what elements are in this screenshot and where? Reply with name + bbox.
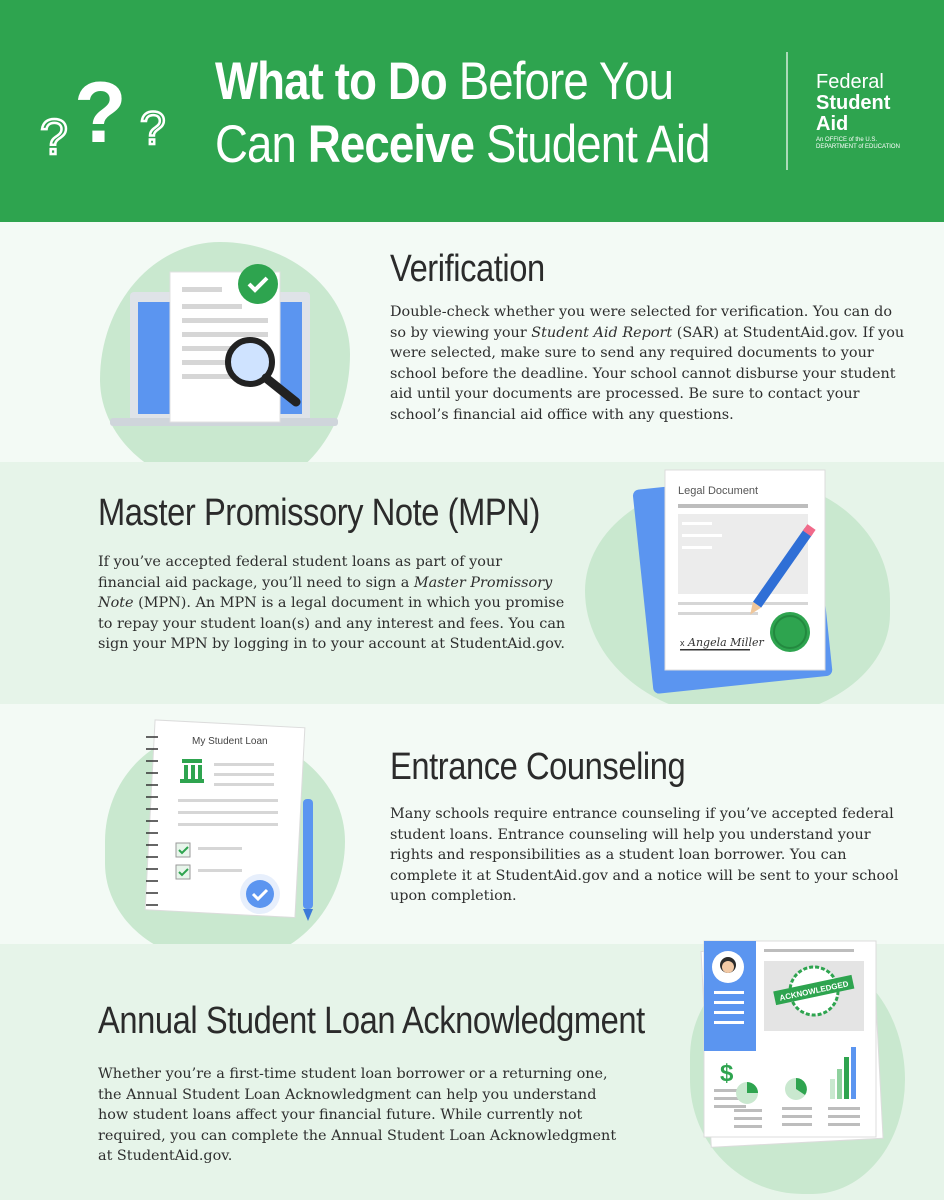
question-marks-icon [38, 62, 178, 165]
section-annual-acknowledgment [0, 944, 944, 1200]
section-verification [0, 222, 944, 462]
svg-text:?: ? [40, 109, 68, 165]
section-mpn [0, 462, 944, 704]
signature: Angela Miller [688, 636, 764, 649]
header-divider [786, 52, 788, 170]
page-title [215, 50, 710, 176]
logo-line2: Student [816, 92, 891, 114]
student-loan-title: My Student Loan [192, 736, 268, 747]
legal-document-illustration [630, 462, 840, 692]
acknowledged-stamp: ACKNOWLEDGED [778, 979, 850, 1003]
header-banner [0, 0, 944, 222]
title-line1-rest: Before You [446, 52, 674, 111]
title-line2-start: Can [215, 115, 308, 174]
logo-tagline: An OFFICE of the U.S. DEPARTMENT of EDUCATION [816, 137, 900, 150]
section-heading: Master Promissory Note (MPN) [98, 492, 540, 534]
section-body: Double-check whether you were selected for verification. You can do so by viewing your Student Aid Report (SAR) at StudentAid.gov. If you were selected, make sure to send any required documents to your school before the deadline. Your school cannot disburse your student aid until your documents are processed. Be sure to contact your school’s financial aid office with any questions. [390, 304, 905, 423]
svg-text:?: ? [140, 102, 166, 154]
section-heading: Verification [390, 248, 545, 290]
section-heading: Entrance Counseling [390, 746, 686, 788]
title-line2-rest: Student Aid [474, 115, 710, 174]
laptop-verification-illustration [100, 252, 350, 462]
section-body: If you’ve accepted federal student loans as part of your financial aid package, you’ll need to sign a Master Promissory Note (MPN). An MPN is a legal document in which you promise to repay your student loan(s) and any interest and fees. You can sign your MPN by logging in to your account at StudentAid.gov. [98, 554, 566, 652]
dollar-icon: $ [720, 1060, 734, 1087]
section-body: Many schools require entrance counseling if you’ve accepted federal student loans. Entrance counseling will help you understand your rights and responsibilities as a student loan borrower. You can complete it at StudentAid.gov and a notice will be sent to your school upon completion. [390, 806, 899, 904]
section-entrance-counseling [0, 704, 944, 944]
svg-text:?: ? [74, 65, 127, 161]
section-heading: Annual Student Loan Acknowledgment [98, 1000, 645, 1042]
fsa-logo [816, 72, 906, 151]
title-line2-bold: Receive [307, 115, 475, 174]
title-line1-bold: What to Do [215, 52, 447, 111]
section-body: Whether you’re a first-time student loan borrower or a returning one, the Annual Student Loan Acknowledgment can help you understand how student loans affect your financial future. While currently not required, you can complete the Annual Student Loan Acknowledgment at StudentAid.gov. [98, 1066, 617, 1164]
legal-doc-title: Legal Document [678, 485, 759, 497]
logo-line3: Aid [816, 113, 849, 135]
logo-line1: Federal [816, 71, 884, 93]
student-loan-notebook-illustration [140, 719, 330, 939]
signature-mark: x [680, 638, 685, 648]
acknowledgment-document-illustration [700, 939, 885, 1149]
